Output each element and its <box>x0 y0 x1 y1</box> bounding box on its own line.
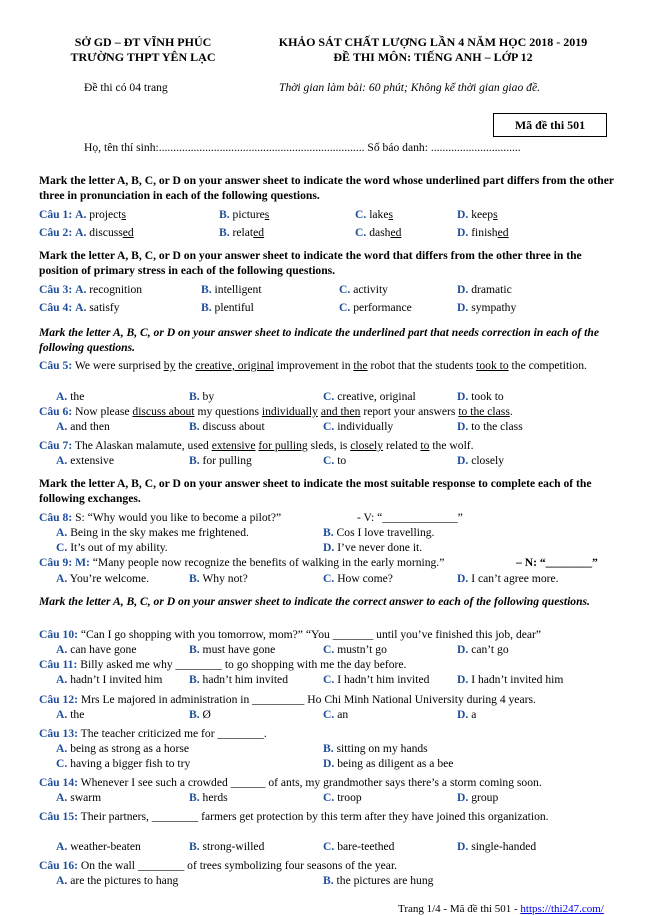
option-label: B. <box>323 742 334 755</box>
option-text: being as diligent as a bee <box>337 757 454 770</box>
option-b <box>189 454 252 468</box>
question-number: Câu 3: <box>39 283 73 296</box>
option-c <box>339 283 388 297</box>
question-number: Câu 1: <box>39 208 73 221</box>
option-d <box>457 643 509 657</box>
option-b <box>189 708 211 722</box>
option-text: a <box>471 708 477 721</box>
option-d <box>457 673 563 687</box>
option-text: can’t go <box>471 643 509 656</box>
question-10 <box>39 628 541 642</box>
question-text: robot that the students <box>367 359 477 372</box>
option-label: D. <box>457 390 469 403</box>
option-text: extensive <box>70 454 114 467</box>
department-name: SỞ GD – ĐT VĨNH PHÚC <box>74 35 212 49</box>
option-a <box>56 643 137 657</box>
option-text: the pictures are hung <box>336 874 434 887</box>
option-text: I hadn’t him invited <box>337 673 430 686</box>
option-label: D. <box>457 708 469 721</box>
underlined-part: creative, original <box>195 359 274 372</box>
option-c <box>339 301 412 315</box>
section-5-instruction: Mark the letter A, B, C, or D on your answer sheet to indicate the correct answer to each of the following questions. <box>39 595 590 608</box>
option-c <box>355 226 401 240</box>
option-a <box>56 572 149 586</box>
option-text: How come? <box>337 572 393 585</box>
option-underlined: s <box>493 208 498 221</box>
question-number: Câu 11: <box>39 658 78 671</box>
option-b <box>189 673 288 687</box>
option-text: plentiful <box>214 301 254 314</box>
question-2 <box>39 226 134 240</box>
question-text: Whenever I see such a crowded ______ of ants, my grandmother says there’s a storm coming soon. <box>77 776 542 789</box>
option-text: individually <box>337 420 394 433</box>
option-label: A. <box>56 572 68 585</box>
option-text: to the class <box>471 420 523 433</box>
option-label: C. <box>323 791 335 804</box>
option-text: I can’t agree more. <box>471 572 559 585</box>
option-label: C. <box>56 541 68 554</box>
option-text: single-handed <box>471 840 537 853</box>
option-d <box>457 572 559 586</box>
underlined-part: to <box>420 439 430 452</box>
option-label: A. <box>56 643 68 656</box>
option-label: A. <box>56 742 68 755</box>
option-c <box>56 541 168 555</box>
option-c <box>323 572 393 586</box>
option-a: discuss <box>89 226 123 239</box>
option-a <box>56 673 162 687</box>
exam-subject: ĐỀ THI MÔN: TIẾNG ANH – LỚP 12 <box>333 50 533 64</box>
exam-title: KHẢO SÁT CHẤT LƯỢNG LẦN 4 NĂM HỌC 2018 - 2019 <box>278 35 588 49</box>
option-label: A. <box>75 208 87 221</box>
question-text: “Can I go shopping with you tomorrow, mom?” “You _______ until you’ve finished this job, dear” <box>77 628 542 641</box>
option-text: I hadn’t invited him <box>471 673 564 686</box>
option-label: C. <box>323 454 335 467</box>
section-1-instruction: Mark the letter A, B, C, or D on your answer sheet to indicate the word whose underlined part differs from the other three in pronunciation in each of the following questions. <box>39 174 614 202</box>
option-label: B. <box>323 526 334 539</box>
option-text: closely <box>471 454 505 467</box>
option-text: an <box>337 708 349 721</box>
option-label: B. <box>189 643 200 656</box>
question-text: . <box>509 405 513 418</box>
option-c <box>56 757 190 771</box>
question-9-reply: – N: “________” <box>516 556 598 569</box>
option-text: dramatic <box>471 283 512 296</box>
question-text: Billy asked me why ________ to go shopping with me the day before. <box>77 658 407 671</box>
option-b <box>219 226 264 240</box>
option-label: B. <box>189 572 200 585</box>
option-a-underlined: s <box>121 208 126 221</box>
option-label: B. <box>189 390 200 403</box>
question-text: The Alaskan malamute, used <box>72 439 212 452</box>
option-text: for pulling <box>202 454 252 467</box>
option-text: sitting on my hands <box>336 742 428 755</box>
footer-link[interactable]: https://thi247.com/ <box>520 903 604 915</box>
option-label: C. <box>323 420 335 433</box>
candidate-info-line: Họ, tên thí sinh:....................................................................... Số báo danh: ............................... <box>84 141 521 154</box>
question-text: improvement in <box>273 359 354 372</box>
option-text: Cos I love travelling. <box>336 526 435 539</box>
option-b <box>219 208 269 222</box>
question-4 <box>39 301 120 315</box>
option-text: weather-beaten <box>70 840 141 853</box>
question-16 <box>39 859 397 873</box>
pages-note: Đề thi có 04 trang <box>84 81 168 94</box>
option-label: D. <box>323 541 335 554</box>
option-underlined: s <box>264 208 270 221</box>
option-text: hadn’t him invited <box>202 673 288 686</box>
option-label: D. <box>457 283 469 296</box>
option-a <box>56 390 84 404</box>
option-a <box>56 742 189 756</box>
question-text: the wolf. <box>429 439 474 452</box>
option-text: You’re welcome. <box>69 572 150 585</box>
option-b <box>189 572 248 586</box>
option-a-underlined: ed <box>122 226 134 239</box>
option-b <box>189 390 214 404</box>
option-a <box>56 526 249 540</box>
option-text: relat <box>232 226 254 239</box>
question-text: my questions <box>194 405 262 418</box>
option-text: Being in the sky makes me frightened. <box>70 526 249 539</box>
option-text: strong-willed <box>202 840 265 853</box>
question-text: Mrs Le majored in administration in _________ Ho Chi Minh National University during 4 years. <box>77 693 536 706</box>
option-text: took to <box>471 390 504 403</box>
option-label: A. <box>56 673 68 686</box>
option-text: sympathy <box>471 301 517 314</box>
option-label: B. <box>219 208 230 221</box>
option-text: Why not? <box>202 572 248 585</box>
exam-code-box: Mã đề thi 501 <box>493 113 607 137</box>
section-2-instruction: Mark the letter A, B, C, or D on your answer sheet to indicate the word that differs from the other three in the position of primary stress in each of the following questions. <box>39 249 582 277</box>
question-number: Câu 14: <box>39 776 78 789</box>
option-text: keep <box>471 208 494 221</box>
option-label: D. <box>457 301 469 314</box>
school-name: TRƯỜNG THPT YÊN LẠC <box>70 50 216 64</box>
option-underlined: s <box>388 208 394 221</box>
option-text: troop <box>337 791 362 804</box>
option-label: A. <box>56 526 68 539</box>
option-label: A. <box>56 791 68 804</box>
option-text: performance <box>353 301 412 314</box>
question-13 <box>39 727 267 741</box>
underlined-part: for pulling <box>258 439 308 452</box>
option-underlined: ed <box>390 226 402 239</box>
time-note: Thời gian làm bài: 60 phút; Không kể thời gian giao đề. <box>279 81 540 94</box>
option-text: to <box>337 454 347 467</box>
question-number: Câu 6: <box>39 405 73 418</box>
option-label: B. <box>189 708 200 721</box>
option-label: D. <box>457 208 469 221</box>
option-label: A. <box>75 301 87 314</box>
underlined-part: and then <box>320 405 361 418</box>
question-number: Câu 2: <box>39 226 73 239</box>
option-text: mustn’t go <box>337 643 387 656</box>
option-b <box>323 526 434 540</box>
option-c <box>355 208 393 222</box>
option-label: D. <box>457 226 469 239</box>
option-label: B. <box>323 874 334 887</box>
option-label: A. <box>56 420 68 433</box>
question-text: “Many people now recognize the benefits of walking in the early morning.” <box>89 556 445 569</box>
option-label: C. <box>355 226 367 239</box>
option-a <box>56 840 141 854</box>
option-b <box>189 643 275 657</box>
option-text: discuss about <box>202 420 265 433</box>
option-a <box>56 874 178 888</box>
option-b <box>189 420 265 434</box>
underlined-part: extensive <box>211 439 256 452</box>
option-text: picture <box>232 208 265 221</box>
question-number: Câu 9: M: <box>39 556 90 569</box>
option-c <box>323 791 362 805</box>
section-4-instruction: Mark the letter A, B, C, or D on your answer sheet to indicate the most suitable response to complete each of the following exchanges. <box>39 477 592 505</box>
option-label: A. <box>75 283 87 296</box>
option-text: must have gone <box>202 643 276 656</box>
option-label: D. <box>457 643 469 656</box>
option-d <box>457 708 476 722</box>
option-text: swarm <box>70 791 102 804</box>
question-text: report your answers <box>360 405 459 418</box>
option-label: D. <box>457 840 469 853</box>
option-label: A. <box>75 226 87 239</box>
option-c <box>323 673 429 687</box>
option-c <box>323 643 387 657</box>
page-footer <box>398 902 604 915</box>
option-label: D. <box>457 673 469 686</box>
option-label: D. <box>457 454 469 467</box>
question-number: Câu 4: <box>39 301 73 314</box>
option-c <box>323 454 346 468</box>
question-number: Câu 5: <box>39 359 73 372</box>
option-label: B. <box>189 454 200 467</box>
question-number: Câu 8: <box>39 511 73 524</box>
question-7 <box>39 439 617 454</box>
section-3-instruction: Mark the letter A, B, C, or D on your answer sheet to indicate the underlined part that needs correction in each of the following questions. <box>39 326 599 354</box>
option-label: A. <box>56 454 68 467</box>
option-text: activity <box>353 283 388 296</box>
question-text: The teacher criticized me for ________. <box>77 727 267 740</box>
question-5 <box>39 359 617 374</box>
option-d <box>457 301 516 315</box>
option-label: A. <box>56 874 68 887</box>
option-d <box>457 390 504 404</box>
option-c <box>323 840 394 854</box>
option-b <box>323 874 433 888</box>
question-12 <box>39 693 536 707</box>
option-a: recognition <box>89 283 143 296</box>
option-text: the <box>70 708 85 721</box>
option-b <box>189 791 228 805</box>
option-label: D. <box>457 791 469 804</box>
question-text: related <box>383 439 421 452</box>
underlined-part: by <box>163 359 176 372</box>
option-underlined: ed <box>497 226 509 239</box>
option-a <box>56 454 114 468</box>
option-text: and then <box>70 420 110 433</box>
option-label: C. <box>323 572 335 585</box>
underlined-part: took to <box>476 359 509 372</box>
option-d <box>457 283 512 297</box>
option-label: C. <box>323 840 335 853</box>
question-text: S: “Why would you like to become a pilot?” <box>72 511 282 524</box>
option-text: hadn’t I invited him <box>70 673 163 686</box>
option-label: A. <box>56 390 68 403</box>
option-text: lake <box>369 208 389 221</box>
option-text: Ø <box>202 708 211 721</box>
underlined-part: closely <box>350 439 384 452</box>
option-text: the <box>70 390 85 403</box>
option-label: B. <box>189 673 200 686</box>
option-label: C. <box>339 283 351 296</box>
option-label: C. <box>323 673 335 686</box>
option-c <box>323 708 348 722</box>
option-text: are the pictures to hang <box>70 874 179 887</box>
option-d <box>457 454 504 468</box>
question-text: sleds, is <box>307 439 351 452</box>
option-label: B. <box>189 420 200 433</box>
question-8-reply: - V: “_____________” <box>357 511 463 524</box>
option-text: intelligent <box>214 283 262 296</box>
option-text: It’s out of my ability. <box>70 541 168 554</box>
underlined-part: discuss about <box>132 405 195 418</box>
option-text: can have gone <box>70 643 137 656</box>
option-label: C. <box>56 757 68 770</box>
option-b <box>201 301 254 315</box>
question-text: On the wall ________ of trees symbolizing four seasons of the year. <box>77 859 398 872</box>
option-label: A. <box>56 840 68 853</box>
option-label: B. <box>201 301 212 314</box>
underlined-part: to the class <box>458 405 510 418</box>
option-label: B. <box>219 226 230 239</box>
option-d <box>457 840 536 854</box>
option-text: being as strong as a horse <box>70 742 189 755</box>
underlined-part: the <box>353 359 368 372</box>
option-underlined: ed <box>253 226 265 239</box>
question-number: Câu 13: <box>39 727 78 740</box>
question-text: Their partners, ________ farmers get protection by this term after they have joined this organization. <box>77 810 549 823</box>
option-text: bare-teethed <box>337 840 395 853</box>
option-a <box>56 420 110 434</box>
question-14 <box>39 776 542 790</box>
option-b <box>201 283 262 297</box>
option-d <box>323 541 422 555</box>
question-text: the competition. <box>508 359 587 372</box>
option-a: project <box>89 208 122 221</box>
question-number: Câu 12: <box>39 693 78 706</box>
question-text: the <box>175 359 196 372</box>
option-text: I’ve never done it. <box>337 541 423 554</box>
option-label: C. <box>355 208 367 221</box>
option-d <box>457 226 509 240</box>
option-label: C. <box>339 301 351 314</box>
option-text: having a bigger fish to try <box>70 757 191 770</box>
option-label: D. <box>323 757 335 770</box>
question-8 <box>39 511 281 525</box>
question-15 <box>39 810 617 825</box>
option-label: C. <box>323 708 335 721</box>
question-number: Câu 16: <box>39 859 78 872</box>
question-1 <box>39 208 126 222</box>
option-text: dash <box>369 226 391 239</box>
option-label: B. <box>201 283 212 296</box>
question-number: Câu 10: <box>39 628 78 641</box>
option-label: C. <box>323 390 335 403</box>
option-d <box>457 791 498 805</box>
option-label: C. <box>323 643 335 656</box>
question-number: Câu 15: <box>39 810 78 823</box>
question-text: We were surprised <box>72 359 164 372</box>
option-label: B. <box>189 840 200 853</box>
option-label: D. <box>457 572 469 585</box>
option-c <box>323 390 416 404</box>
option-a <box>56 791 101 805</box>
option-text: by <box>202 390 215 403</box>
option-a: satisfy <box>89 301 120 314</box>
question-3 <box>39 283 142 297</box>
option-label: B. <box>189 791 200 804</box>
option-a <box>56 708 84 722</box>
question-6 <box>39 405 617 420</box>
option-label: A. <box>56 708 68 721</box>
option-d <box>323 757 453 771</box>
option-d <box>457 208 498 222</box>
option-b <box>323 742 428 756</box>
option-text: finish <box>471 226 498 239</box>
option-c <box>323 420 393 434</box>
option-b <box>189 840 264 854</box>
underlined-part: individually <box>261 405 318 418</box>
option-text: creative, original <box>337 390 416 403</box>
option-d <box>457 420 523 434</box>
question-number: Câu 7: <box>39 439 73 452</box>
footer-text: Trang 1/4 - Mã đề thi 501 - <box>398 903 521 915</box>
option-text: herds <box>202 791 228 804</box>
question-9 <box>39 556 444 570</box>
question-11 <box>39 658 406 672</box>
option-label: D. <box>457 420 469 433</box>
question-text: Now please <box>72 405 133 418</box>
option-text: group <box>471 791 499 804</box>
